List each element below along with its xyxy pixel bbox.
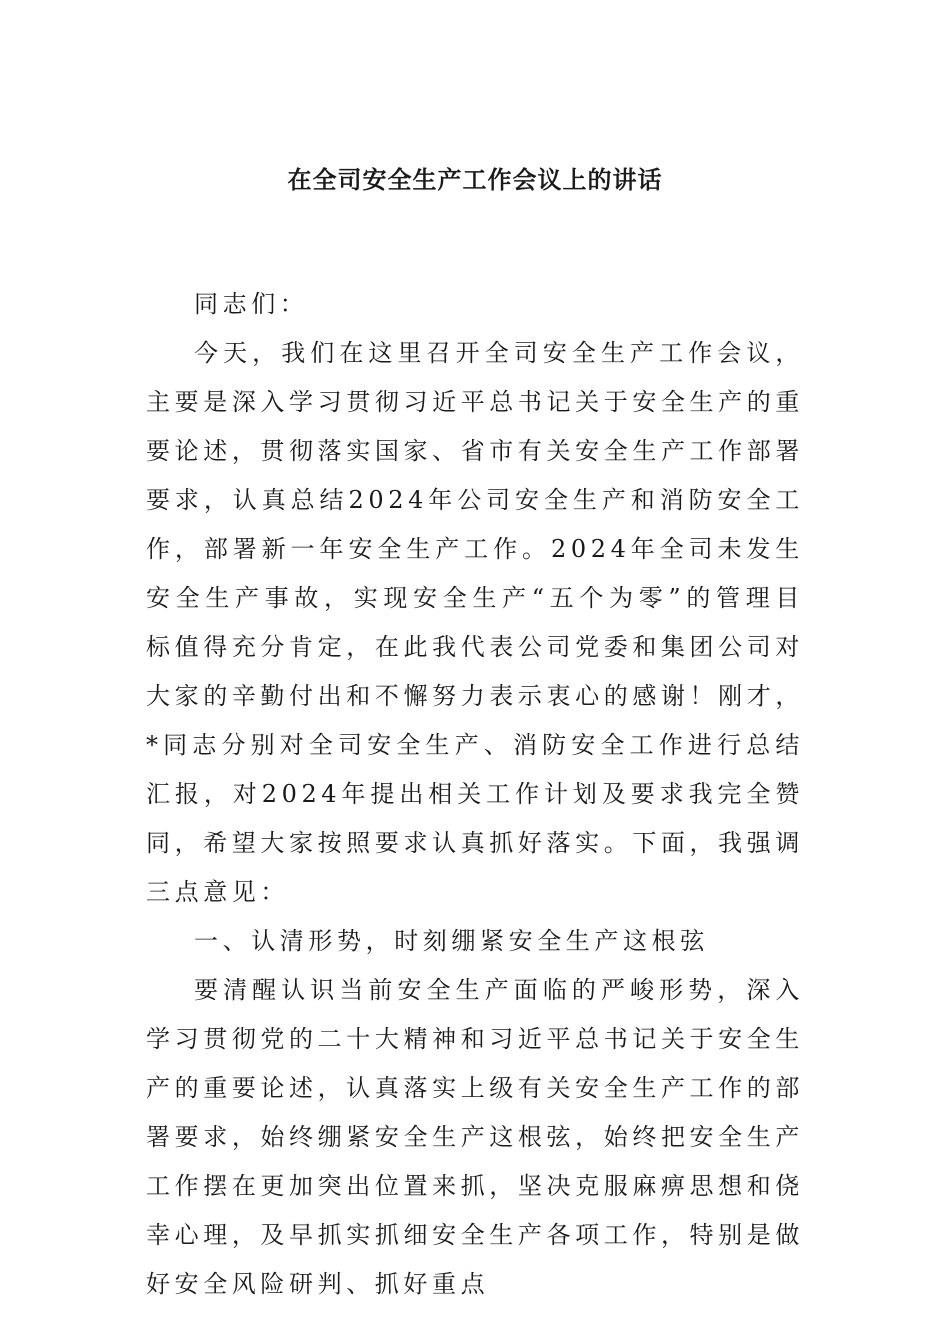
section-heading: 一、认清形势，时刻绷紧安全生产这根弦 [194,927,709,955]
document-title: 在全司安全生产工作会议上的讲话 [287,165,663,194]
intro-paragraph: 今天，我们在这里召开全司安全生产工作会议，主要是深入学习贯彻习近平总书记关于安全生产的重要论述，贯彻落实国家、省市有关安全生产工作部署要求，认真总结2024年公司安全生产和消防安全工作，部署新一年安全生产工作。2024年全司未发生安全生产事故，实现安全生产“五个为零”的管理目标值得充分肯定，在此我代表公司党委和集团公司对大家的辛勤付出和不懈努力表示衷心的感谢！刚才，*同志分别对全司安全生产、消防安全工作进行总结汇报，对2024年提出相关工作计划及要求我完全赞同，希望大家按照要求认真抓好落实。下面，我强调三点意见： [146,339,804,906]
document-body [146,280,804,1309]
salutation-paragraph: 同志们： [194,290,309,318]
section-paragraph: 要清醒认识当前安全生产面临的严峻形势，深入学习贯彻党的二十大精神和习近平总书记关于安全生产的重要论述，认真落实上级有关安全生产工作的部署要求，始终绷紧安全生产这根弦，始终把安全生产工作摆在更加突出位置来抓，坚决克服麻痹思想和侥幸心理，及早抓实抓细安全生产各项工作，特别是做好安全风险研判、抓好重点 [146,976,804,1298]
